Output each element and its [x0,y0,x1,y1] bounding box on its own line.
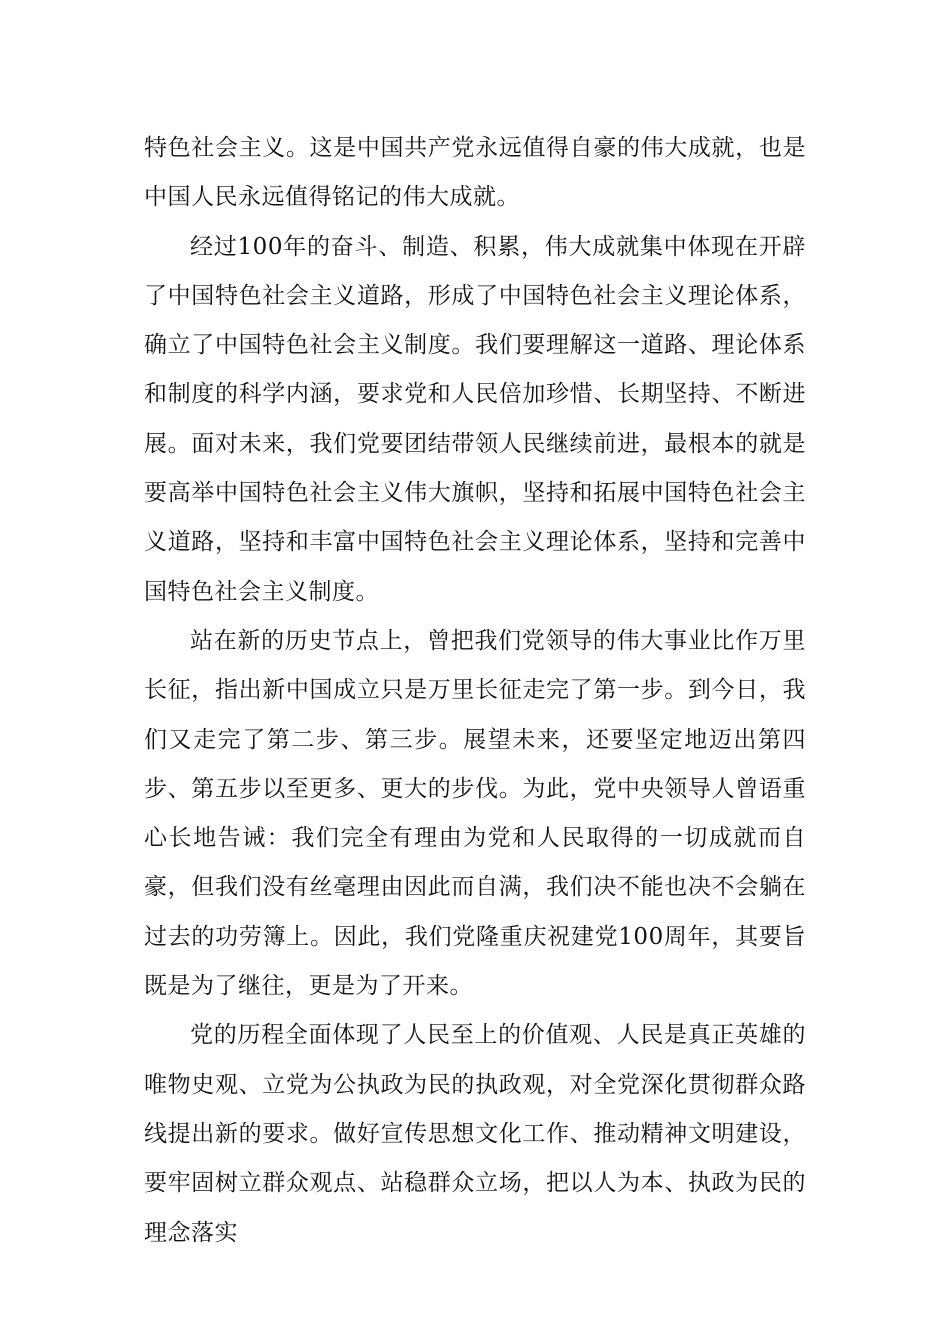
document-body [144,124,806,1258]
paragraph-3: 站在新的历史节点上，曾把我们党领导的伟大事业比作万里长征，指出新中国成立只是万里长征走完了第一步。到今日，我们又走完了第二步、第三步。展望未来，还要坚定地迈出第四步、第五步以至更多、更大的步伐。为此，党中央领导人曾语重心长地告诫：我们完全有理由为党和人民取得的一切成就而自豪，但我们没有丝毫理由因此而自满，我们决不能也决不会躺在过去的功劳簿上。因此，我们党隆重庆祝建党100周年，其要旨既是为了继往，更是为了开来。 [144,627,806,1000]
paragraph-4: 党的历程全面体现了人民至上的价值观、人民是真正英雄的唯物史观、立党为公执政为民的执政观，对全党深化贯彻群众路线提出新的要求。做好宣传思想文化工作、推动精神文明建设，要牢固树立群众观点、站稳群众立场，把以人为本、执政为民的理念落实 [144,1022,806,1246]
paragraph-2: 经过100年的奋斗、制造、积累，伟大成就集中体现在开辟了中国特色社会主义道路，形成了中国特色社会主义理论体系，确立了中国特色社会主义制度。我们要理解这一道路、理论体系和制度的科学内涵，要求党和人民倍加珍惜、长期坚持、不断进展。面对未来，我们党要团结带领人民继续前进，最根本的就是要高举中国特色社会主义伟大旗帜，坚持和拓展中国特色社会主义道路，坚持和丰富中国特色社会主义理论体系，坚持和完善中国特色社会主义制度。 [144,233,806,605]
paragraph-1: 特色社会主义。这是中国共产党永远值得自豪的伟大成就，也是中国人民永远值得铭记的伟大成就。 [144,135,806,211]
